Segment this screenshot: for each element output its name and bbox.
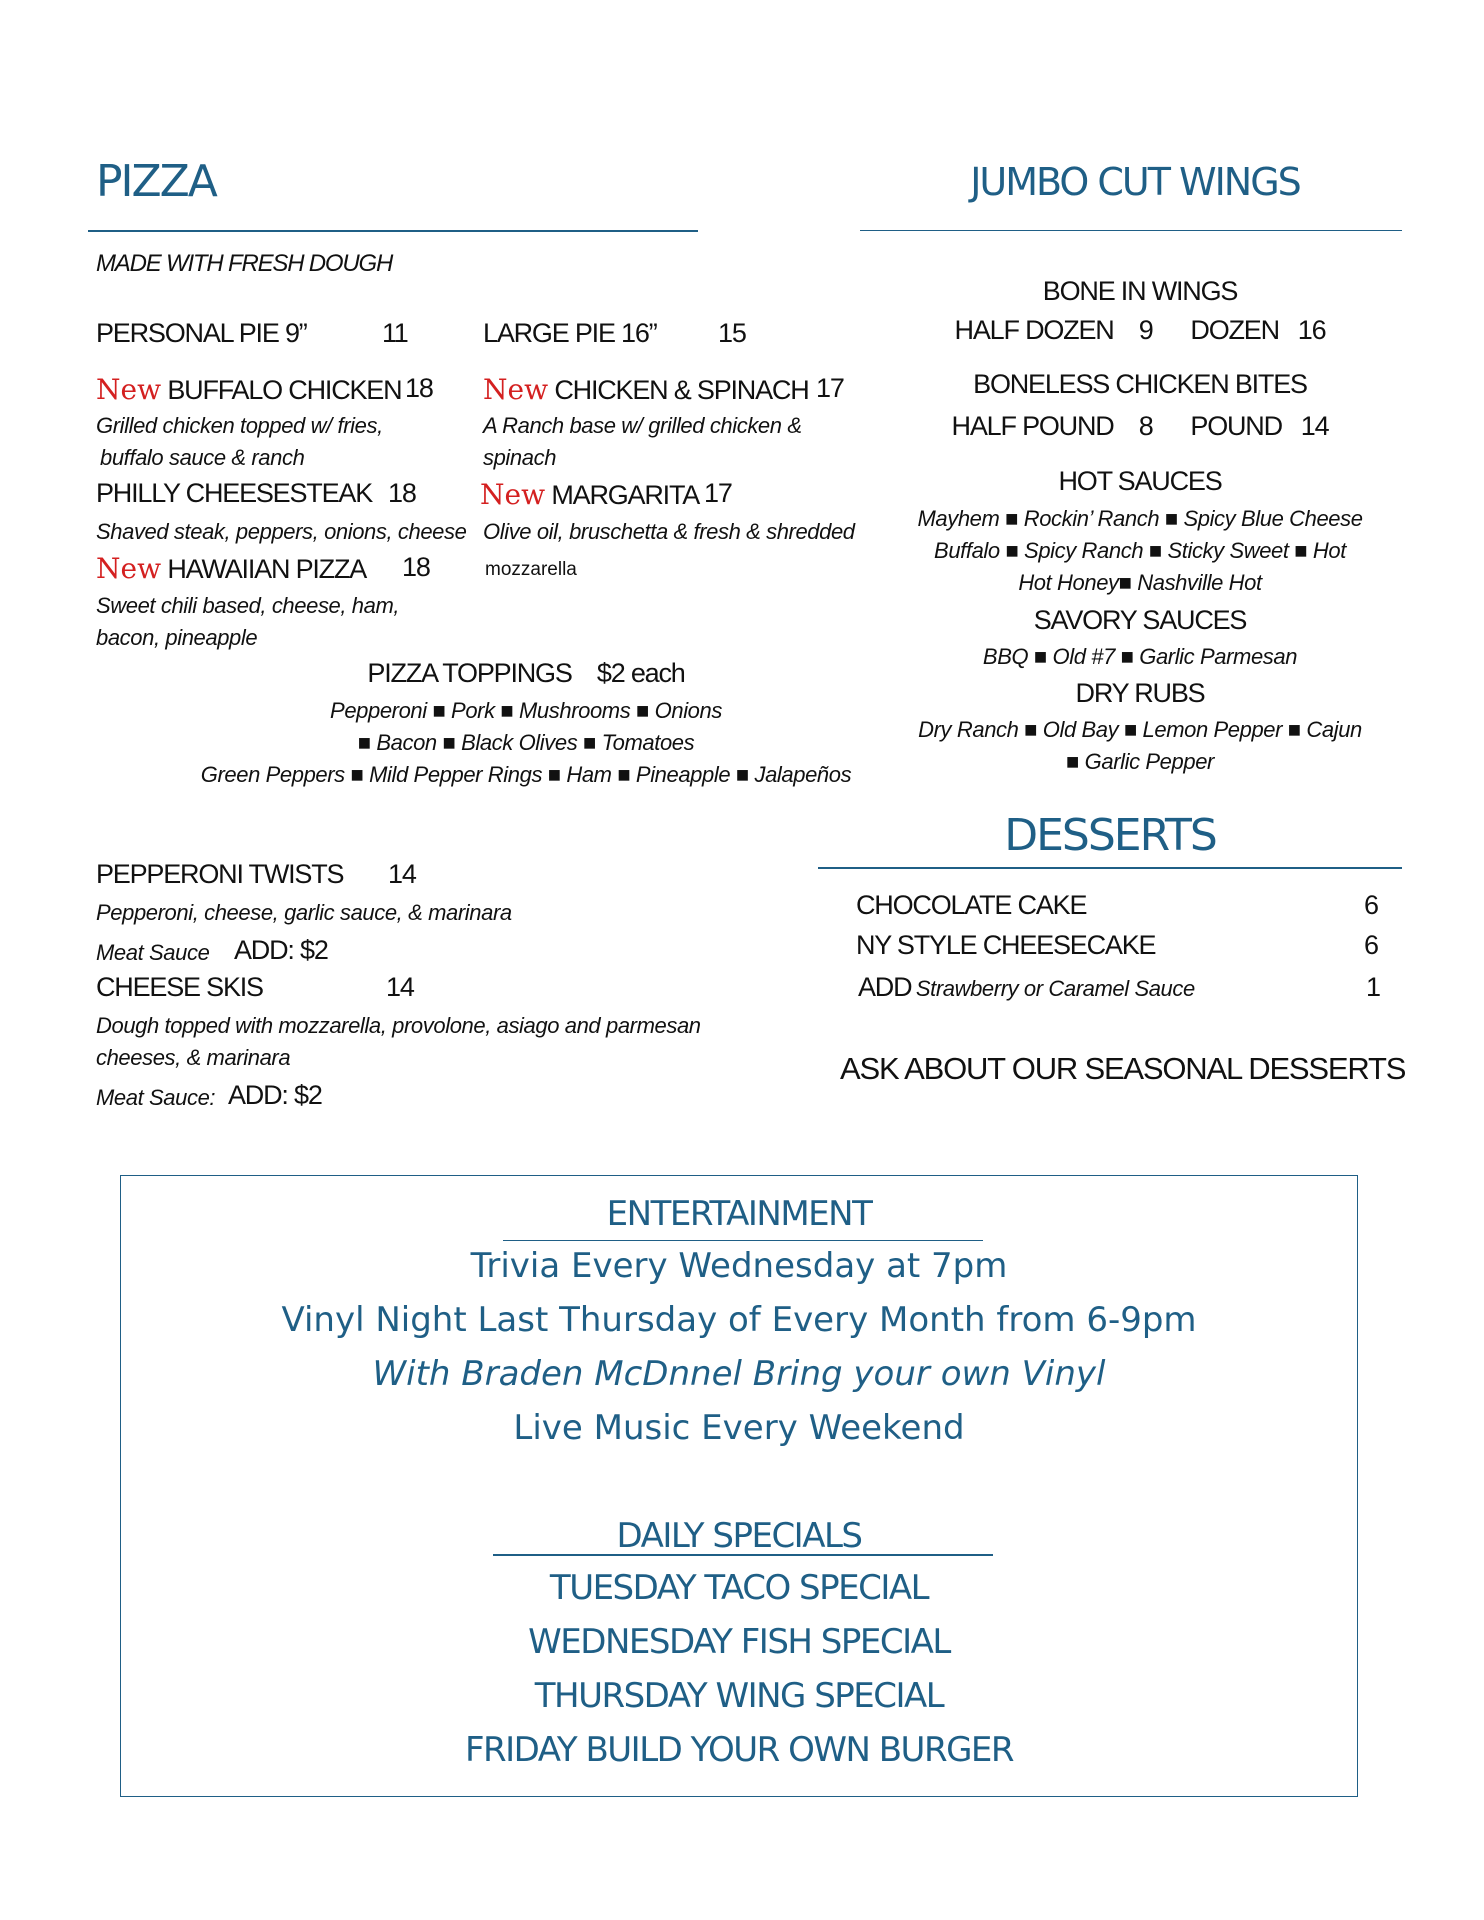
entertainment-title: ENTERTAINMENT (606, 1194, 872, 1234)
new-badge: New (480, 478, 546, 511)
cheese-skis-desc-1: Dough topped with mozzarella, provolone, asiago and parmesan (96, 1013, 701, 1038)
seasonal-desserts-note: ASK ABOUT OUR SEASONAL DESSERTS (840, 1051, 1406, 1086)
dessert-add-line (858, 972, 1195, 1003)
dry-rubs-line-1: Dry Ranch ■ Old Bay ■ Lemon Pepper ■ Cajun (918, 717, 1362, 742)
desserts-title: DESSERTS (1004, 810, 1216, 861)
pepperoni-twists-desc: Pepperoni, cheese, garlic sauce, & marinara (96, 900, 512, 925)
bone-in-wings-prices: HALF DOZEN 9 DOZEN 16 (954, 315, 1326, 345)
margarita-item (480, 478, 699, 511)
entertainment-title-rule (503, 1240, 983, 1241)
philly-cheesesteak-desc: Shaved steak, peppers, onions, cheese (96, 519, 467, 544)
large-pie-price: 15 (718, 318, 746, 348)
wings-title: JUMBO CUT WINGS (970, 160, 1300, 204)
entertainment-line-2: Vinyl Night Last Thursday of Every Month from 6-9pm (281, 1300, 1197, 1340)
wings-title-rule (860, 230, 1402, 231)
new-badge: New (96, 373, 162, 406)
dry-rubs-line-2: ■ Garlic Pepper (1066, 749, 1214, 774)
hawaiian-pizza-desc-2: bacon, pineapple (96, 625, 258, 650)
cheese-skis-name: CHEESE SKIS (96, 972, 263, 1002)
pizza-title: PIZZA (96, 156, 216, 207)
buffalo-chicken-price: 18 (405, 373, 433, 403)
bone-in-wings-title: BONE IN WINGS (1042, 276, 1238, 306)
special-tuesday: TUESDAY TACO SPECIAL (549, 1568, 929, 1608)
hot-sauces-line-2: Buffalo ■ Spicy Ranch ■ Sticky Sweet ■ Hot (934, 538, 1346, 563)
special-thursday: THURSDAY WING SPECIAL (534, 1676, 944, 1716)
cheesecake-price: 6 (1364, 930, 1378, 960)
buffalo-chicken-desc-1: Grilled chicken topped w/ fries, (96, 413, 383, 438)
chicken-spinach-desc-2: spinach (483, 445, 557, 470)
special-wednesday: WEDNESDAY FISH SPECIAL (528, 1622, 950, 1662)
hawaiian-pizza-name: HAWAIIAN PIZZA (167, 554, 367, 584)
pizza-toppings-line-2: ■ Bacon ■ Black Olives ■ Tomatoes (357, 730, 695, 755)
personal-pie-name: PERSONAL PIE 9” (96, 318, 307, 348)
cheese-skis-desc-2: cheeses, & marinara (96, 1045, 291, 1070)
pepperoni-twists-meat-add: ADD: $2 (234, 935, 328, 965)
dessert-add-price: 1 (1366, 972, 1380, 1002)
hawaiian-pizza-desc-1: Sweet chili based, cheese, ham, (96, 593, 400, 618)
chicken-spinach-price: 17 (816, 373, 844, 403)
cheese-skis-meat-label: Meat Sauce: (96, 1085, 216, 1110)
boneless-bites-prices: HALF POUND 8 POUND 14 (951, 411, 1329, 441)
hot-sauces-line-1: Mayhem ■ Rockin’ Ranch ■ Spicy Blue Cheese (917, 506, 1363, 531)
buffalo-chicken-desc-2: buffalo sauce & ranch (100, 445, 305, 470)
pizza-subtitle: MADE WITH FRESH DOUGH (96, 250, 393, 277)
dry-rubs-title: DRY RUBS (1075, 678, 1205, 708)
hot-sauces-title: HOT SAUCES (1058, 466, 1222, 496)
savory-sauces-title: SAVORY SAUCES (1033, 605, 1247, 635)
entertainment-line-4: Live Music Every Weekend (513, 1408, 965, 1448)
cheese-skis-price: 14 (386, 972, 414, 1002)
daily-specials-title-rule (493, 1554, 993, 1556)
margarita-name: MARGARITA (551, 480, 700, 510)
pepperoni-twists-price: 14 (388, 859, 416, 889)
savory-sauces-line-1: BBQ ■ Old #7 ■ Garlic Parmesan (982, 644, 1298, 669)
philly-cheesesteak-name: PHILLY CHEESESTEAK (96, 478, 373, 508)
chicken-spinach-desc-1: A Ranch base w/ grilled chicken & (483, 413, 802, 438)
boneless-bites-title: BONELESS CHICKEN BITES (973, 369, 1307, 399)
buffalo-chicken-name: BUFFALO CHICKEN (167, 375, 402, 405)
pepperoni-twists-meat-label: Meat Sauce (96, 940, 210, 965)
entertainment-box (120, 1175, 1358, 1797)
hawaiian-pizza-price: 18 (402, 552, 430, 582)
large-pie-name: LARGE PIE 16” (483, 318, 657, 348)
cheesecake-name: NY STYLE CHEESECAKE (856, 930, 1156, 960)
pepperoni-twists-name: PEPPERONI TWISTS (96, 859, 344, 889)
hot-sauces-line-3: Hot Honey■ Nashville Hot (1018, 570, 1262, 595)
dessert-add-label: ADD (858, 972, 912, 1002)
pizza-title-rule (88, 230, 698, 232)
pizza-toppings-line-3: Green Peppers ■ Mild Pepper Rings ■ Ham ■ Pineapple ■ Jalapeños (200, 762, 852, 787)
buffalo-chicken-item (96, 373, 401, 406)
hawaiian-pizza-item (96, 552, 366, 585)
margarita-desc-1: Olive oil, bruschetta & fresh & shredded (483, 519, 855, 544)
pizza-toppings-line-1: Pepperoni ■ Pork ■ Mushrooms ■ Onions (330, 698, 722, 723)
cheese-skis-meat-add: ADD: $2 (228, 1080, 322, 1110)
philly-cheesesteak-price: 18 (388, 478, 416, 508)
chicken-spinach-item (483, 373, 809, 406)
margarita-price: 17 (704, 478, 732, 508)
entertainment-line-1: Trivia Every Wednesday at 7pm (470, 1246, 1008, 1286)
pizza-toppings-title: PIZZA TOPPINGS (367, 658, 572, 688)
new-badge: New (96, 552, 162, 585)
pizza-toppings-heading (176, 658, 876, 689)
special-friday: FRIDAY BUILD YOUR OWN BURGER (464, 1730, 1014, 1770)
chocolate-cake-price: 6 (1364, 890, 1378, 920)
desserts-title-rule (818, 867, 1402, 869)
margarita-desc-2: mozzarella (485, 559, 577, 580)
chicken-spinach-name: CHICKEN & SPINACH (554, 375, 809, 405)
pizza-toppings-price: $2 each (596, 658, 685, 688)
daily-specials-title: DAILY SPECIALS (616, 1516, 862, 1556)
new-badge: New (483, 373, 549, 406)
dessert-add-text: Strawberry or Caramel Sauce (915, 976, 1195, 1001)
chocolate-cake-name: CHOCOLATE CAKE (856, 890, 1087, 920)
entertainment-line-3: With Braden McDnnel Bring your own Vinyl (372, 1354, 1106, 1394)
personal-pie-price: 11 (382, 318, 408, 348)
